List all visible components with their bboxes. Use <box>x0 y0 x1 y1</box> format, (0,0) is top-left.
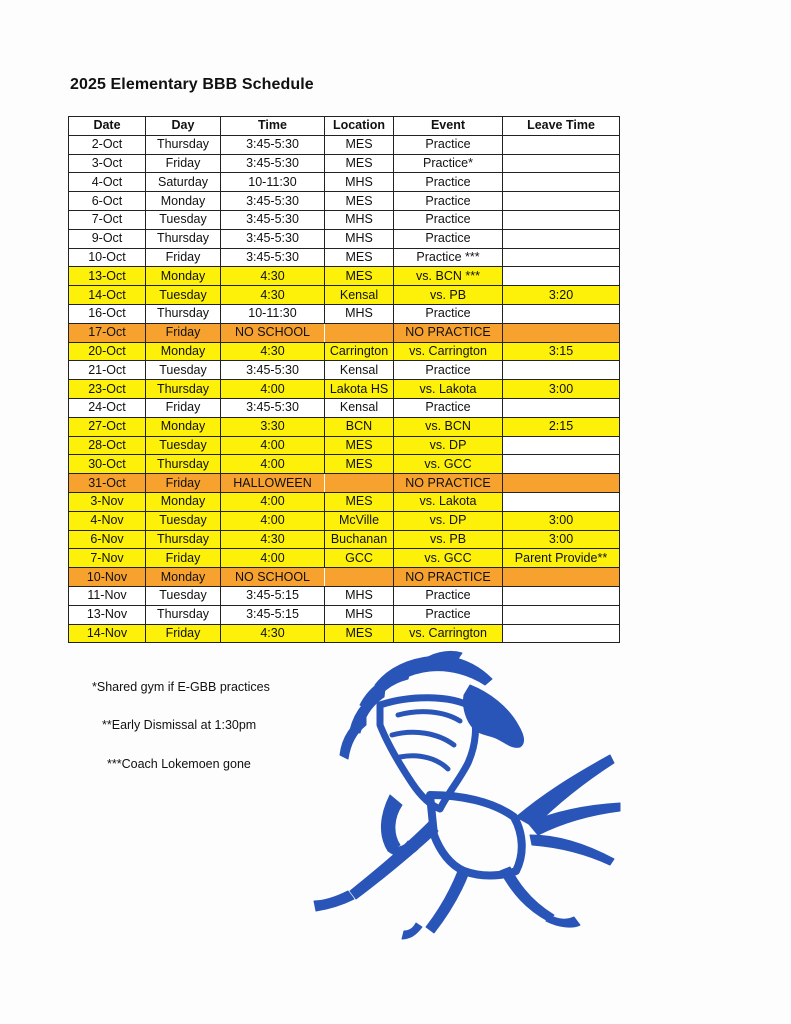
schedule-row <box>69 549 620 568</box>
day-cell: Friday <box>146 398 221 417</box>
date-cell: 4-Nov <box>69 511 146 530</box>
schedule-row <box>69 624 620 643</box>
date-cell: 10-Oct <box>69 248 146 267</box>
event-cell: Practice <box>394 173 503 192</box>
location-cell: BCN <box>325 417 394 436</box>
location-cell <box>325 474 394 493</box>
leave-time-cell <box>503 474 620 493</box>
location-cell: McVille <box>325 511 394 530</box>
leave-time-cell <box>503 455 620 474</box>
day-cell: Tuesday <box>146 511 221 530</box>
location-cell: Buchanan <box>325 530 394 549</box>
date-cell: 30-Oct <box>69 455 146 474</box>
schedule-row <box>69 248 620 267</box>
time-cell: 4:00 <box>221 436 325 455</box>
location-cell: MHS <box>325 304 394 323</box>
time-cell: 3:45-5:30 <box>221 361 325 380</box>
time-cell: 3:45-5:30 <box>221 398 325 417</box>
schedule-row <box>69 267 620 286</box>
date-cell: 16-Oct <box>69 304 146 323</box>
day-cell: Monday <box>146 492 221 511</box>
leave-time-cell <box>503 436 620 455</box>
footnote-early-dismissal: **Early Dismissal at 1:30pm <box>102 718 257 732</box>
header-day: Day <box>146 117 221 136</box>
day-cell: Tuesday <box>146 436 221 455</box>
date-cell: 28-Oct <box>69 436 146 455</box>
date-cell: 7-Nov <box>69 549 146 568</box>
leave-time-cell <box>503 267 620 286</box>
event-cell: vs. DP <box>394 511 503 530</box>
event-cell: Practice *** <box>394 248 503 267</box>
schedule-row <box>69 492 620 511</box>
page-title: 2025 Elementary BBB Schedule <box>70 76 314 93</box>
day-cell: Friday <box>146 474 221 493</box>
leave-time-cell <box>503 323 620 342</box>
event-cell: Practice <box>394 304 503 323</box>
leave-time-cell <box>503 568 620 587</box>
location-cell: MES <box>325 267 394 286</box>
location-cell: Kensal <box>325 398 394 417</box>
header-date: Date <box>69 117 146 136</box>
schedule-row <box>69 342 620 361</box>
leave-time-cell: 2:15 <box>503 417 620 436</box>
time-cell: NO SCHOOL <box>221 568 325 587</box>
location-cell: MES <box>325 492 394 511</box>
day-cell: Thursday <box>146 605 221 624</box>
time-cell: NO SCHOOL <box>221 323 325 342</box>
day-cell: Tuesday <box>146 210 221 229</box>
schedule-row <box>69 530 620 549</box>
day-cell: Thursday <box>146 380 221 399</box>
location-cell: MES <box>325 436 394 455</box>
schedule-row <box>69 605 620 624</box>
header-location: Location <box>325 117 394 136</box>
schedule-row <box>69 361 620 380</box>
location-cell: Lakota HS <box>325 380 394 399</box>
header-row <box>69 117 620 136</box>
mustang-horse-logo <box>280 645 640 945</box>
leave-time-cell: 3:00 <box>503 380 620 399</box>
day-cell: Tuesday <box>146 361 221 380</box>
location-cell <box>325 568 394 587</box>
event-cell: vs. GCC <box>394 455 503 474</box>
footnote-coach-gone: ***Coach Lokemoen gone <box>107 757 251 771</box>
schedule-row <box>69 417 620 436</box>
event-cell: Practice* <box>394 154 503 173</box>
schedule-row <box>69 192 620 211</box>
location-cell: MES <box>325 455 394 474</box>
location-cell: MES <box>325 248 394 267</box>
day-cell: Monday <box>146 417 221 436</box>
time-cell: 3:45-5:30 <box>221 192 325 211</box>
location-cell <box>325 323 394 342</box>
day-cell: Thursday <box>146 135 221 154</box>
event-cell: Practice <box>394 398 503 417</box>
leave-time-cell <box>503 304 620 323</box>
event-cell: Practice <box>394 192 503 211</box>
header-leave-time: Leave Time <box>503 117 620 136</box>
schedule-row <box>69 173 620 192</box>
leave-time-cell <box>503 492 620 511</box>
leave-time-cell: 3:00 <box>503 530 620 549</box>
event-cell: Practice <box>394 586 503 605</box>
schedule-row <box>69 135 620 154</box>
event-cell: vs. DP <box>394 436 503 455</box>
location-cell: MHS <box>325 586 394 605</box>
event-cell: Practice <box>394 361 503 380</box>
time-cell: 3:45-5:30 <box>221 210 325 229</box>
location-cell: MHS <box>325 173 394 192</box>
time-cell: HALLOWEEN <box>221 474 325 493</box>
date-cell: 6-Nov <box>69 530 146 549</box>
date-cell: 14-Oct <box>69 286 146 305</box>
day-cell: Friday <box>146 154 221 173</box>
day-cell: Thursday <box>146 530 221 549</box>
day-cell: Thursday <box>146 304 221 323</box>
date-cell: 3-Nov <box>69 492 146 511</box>
event-cell: NO PRACTICE <box>394 474 503 493</box>
leave-time-cell: 3:00 <box>503 511 620 530</box>
leave-time-cell <box>503 192 620 211</box>
time-cell: 4:30 <box>221 530 325 549</box>
location-cell: MES <box>325 192 394 211</box>
schedule-row <box>69 568 620 587</box>
day-cell: Monday <box>146 568 221 587</box>
schedule-body <box>69 135 620 643</box>
day-cell: Friday <box>146 248 221 267</box>
schedule-row <box>69 286 620 305</box>
time-cell: 3:45-5:30 <box>221 154 325 173</box>
location-cell: GCC <box>325 549 394 568</box>
time-cell: 3:45-5:30 <box>221 135 325 154</box>
time-cell: 3:45-5:15 <box>221 605 325 624</box>
event-cell: vs. BCN *** <box>394 267 503 286</box>
date-cell: 10-Nov <box>69 568 146 587</box>
location-cell: Kensal <box>325 286 394 305</box>
schedule-row <box>69 511 620 530</box>
leave-time-cell <box>503 135 620 154</box>
date-cell: 31-Oct <box>69 474 146 493</box>
time-cell: 4:30 <box>221 342 325 361</box>
leave-time-cell <box>503 248 620 267</box>
time-cell: 4:00 <box>221 511 325 530</box>
time-cell: 10-11:30 <box>221 173 325 192</box>
event-cell: vs. Carrington <box>394 624 503 643</box>
schedule-row <box>69 398 620 417</box>
event-cell: NO PRACTICE <box>394 568 503 587</box>
date-cell: 4-Oct <box>69 173 146 192</box>
event-cell: vs. Carrington <box>394 342 503 361</box>
schedule-table <box>68 116 620 643</box>
schedule-row <box>69 210 620 229</box>
day-cell: Monday <box>146 267 221 286</box>
event-cell: vs. Lakota <box>394 492 503 511</box>
location-cell: MES <box>325 154 394 173</box>
schedule-row <box>69 380 620 399</box>
event-cell: vs. PB <box>394 286 503 305</box>
day-cell: Monday <box>146 342 221 361</box>
day-cell: Saturday <box>146 173 221 192</box>
day-cell: Thursday <box>146 455 221 474</box>
event-cell: vs. GCC <box>394 549 503 568</box>
schedule-row <box>69 323 620 342</box>
schedule-row <box>69 229 620 248</box>
time-cell: 4:00 <box>221 492 325 511</box>
location-cell: MES <box>325 624 394 643</box>
date-cell: 3-Oct <box>69 154 146 173</box>
day-cell: Friday <box>146 549 221 568</box>
day-cell: Friday <box>146 624 221 643</box>
header-event: Event <box>394 117 503 136</box>
leave-time-cell <box>503 398 620 417</box>
leave-time-cell: 3:20 <box>503 286 620 305</box>
date-cell: 17-Oct <box>69 323 146 342</box>
time-cell: 3:45-5:30 <box>221 229 325 248</box>
schedule-row <box>69 474 620 493</box>
day-cell: Friday <box>146 323 221 342</box>
location-cell: MHS <box>325 605 394 624</box>
footnote-shared-gym: *Shared gym if E-GBB practices <box>92 680 270 694</box>
location-cell: MHS <box>325 210 394 229</box>
leave-time-cell: Parent Provide** <box>503 549 620 568</box>
event-cell: vs. BCN <box>394 417 503 436</box>
time-cell: 3:30 <box>221 417 325 436</box>
day-cell: Monday <box>146 192 221 211</box>
event-cell: Practice <box>394 135 503 154</box>
event-cell: Practice <box>394 605 503 624</box>
time-cell: 4:00 <box>221 455 325 474</box>
date-cell: 27-Oct <box>69 417 146 436</box>
leave-time-cell <box>503 173 620 192</box>
date-cell: 13-Oct <box>69 267 146 286</box>
event-cell: Practice <box>394 210 503 229</box>
event-cell: vs. PB <box>394 530 503 549</box>
schedule-row <box>69 455 620 474</box>
location-cell: Carrington <box>325 342 394 361</box>
date-cell: 11-Nov <box>69 586 146 605</box>
schedule-row <box>69 586 620 605</box>
date-cell: 23-Oct <box>69 380 146 399</box>
leave-time-cell <box>503 605 620 624</box>
header-time: Time <box>221 117 325 136</box>
date-cell: 24-Oct <box>69 398 146 417</box>
date-cell: 6-Oct <box>69 192 146 211</box>
date-cell: 14-Nov <box>69 624 146 643</box>
leave-time-cell <box>503 229 620 248</box>
day-cell: Thursday <box>146 229 221 248</box>
time-cell: 4:30 <box>221 267 325 286</box>
time-cell: 4:00 <box>221 549 325 568</box>
time-cell: 4:30 <box>221 624 325 643</box>
leave-time-cell <box>503 586 620 605</box>
leave-time-cell <box>503 624 620 643</box>
leave-time-cell <box>503 361 620 380</box>
location-cell: Kensal <box>325 361 394 380</box>
date-cell: 2-Oct <box>69 135 146 154</box>
event-cell: vs. Lakota <box>394 380 503 399</box>
date-cell: 7-Oct <box>69 210 146 229</box>
time-cell: 10-11:30 <box>221 304 325 323</box>
location-cell: MHS <box>325 229 394 248</box>
date-cell: 9-Oct <box>69 229 146 248</box>
time-cell: 3:45-5:15 <box>221 586 325 605</box>
date-cell: 21-Oct <box>69 361 146 380</box>
leave-time-cell <box>503 154 620 173</box>
date-cell: 20-Oct <box>69 342 146 361</box>
leave-time-cell: 3:15 <box>503 342 620 361</box>
event-cell: NO PRACTICE <box>394 323 503 342</box>
date-cell: 13-Nov <box>69 605 146 624</box>
schedule-row <box>69 154 620 173</box>
time-cell: 4:00 <box>221 380 325 399</box>
location-cell: MES <box>325 135 394 154</box>
day-cell: Tuesday <box>146 586 221 605</box>
event-cell: Practice <box>394 229 503 248</box>
time-cell: 4:30 <box>221 286 325 305</box>
leave-time-cell <box>503 210 620 229</box>
schedule-row <box>69 304 620 323</box>
time-cell: 3:45-5:30 <box>221 248 325 267</box>
day-cell: Tuesday <box>146 286 221 305</box>
schedule-row <box>69 436 620 455</box>
